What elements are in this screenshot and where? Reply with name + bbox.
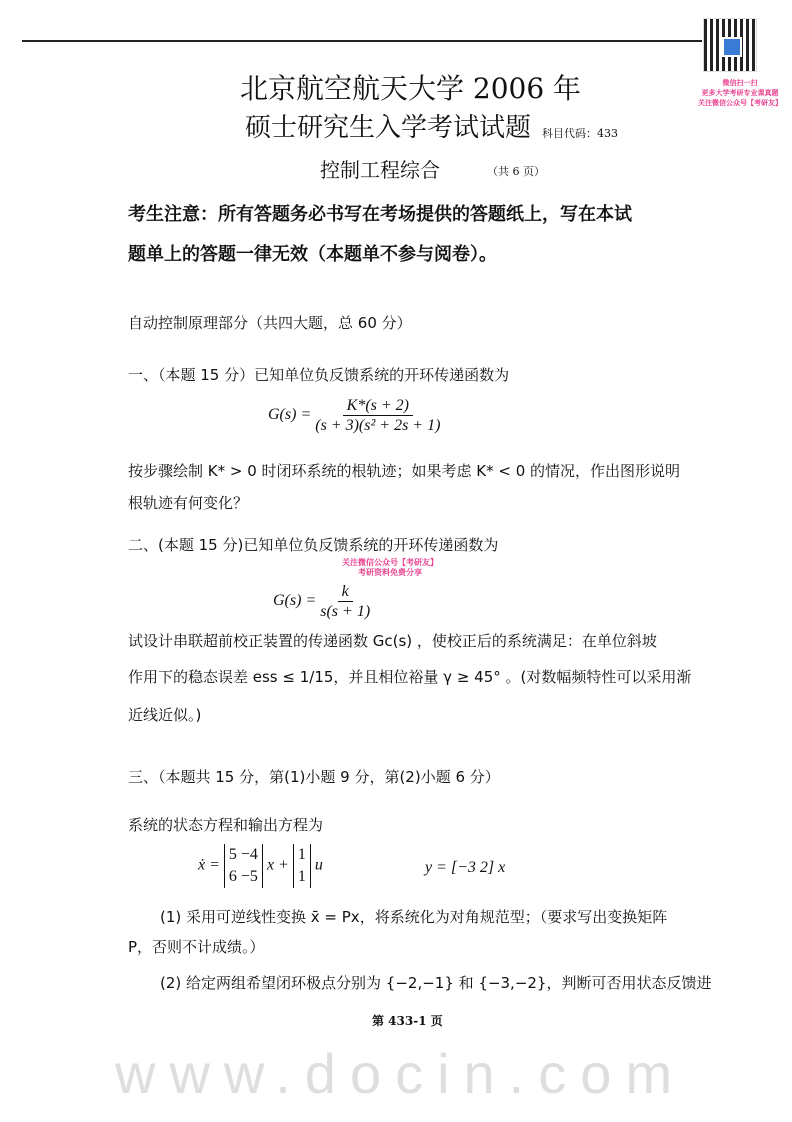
matrix-row: 5 −4 (228, 846, 258, 863)
q2-text1: 试设计串联超前校正装置的传递函数 Gc(s) ，使校正后的系统满足：在单位斜坡 (128, 632, 657, 650)
title-line2: 硕士研究生入学考试试题 (245, 113, 532, 143)
matrix-a (224, 844, 263, 888)
top-rule (22, 40, 702, 42)
promo-line: 考研资料免费分享 (358, 568, 422, 577)
formula-lhs: G(s) = (273, 592, 317, 610)
promo-text (690, 78, 790, 108)
subject-code: 科目代码：433 (542, 127, 618, 140)
promo-line: 微信扫一扫 (722, 79, 758, 87)
fraction (315, 396, 440, 435)
notice-line2: 题单上的答题一律无效（本题单不参与阅卷）。 (128, 244, 497, 265)
subject-title: 控制工程综合 (320, 158, 440, 182)
input-u: u (314, 856, 323, 874)
xdot: ẋ = (198, 856, 220, 874)
q2-formula (273, 582, 370, 621)
promo-line: 关注微信公众号【考研友】 (342, 558, 438, 567)
section-heading: 自动控制原理部分（共四大题，总 60 分） (128, 314, 412, 332)
denominator: s(s + 1) (320, 603, 371, 620)
q1-heading: 一、（本题 15 分）已知单位负反馈系统的开环传递函数为 (128, 366, 510, 384)
fraction (320, 582, 370, 621)
page-count: （共 6 页） (487, 165, 545, 178)
x-plus: x + (266, 856, 289, 874)
matrix-row: 1 (297, 846, 306, 863)
q3-p1b: P，否则不计成绩。） (128, 938, 265, 956)
qr-code-icon (703, 18, 757, 72)
numerator: k (338, 582, 353, 602)
notice-line1: 考生注意：所有答题务必书写在考场提供的答题纸上，写在本试 (128, 204, 632, 225)
q2-text2: 作用下的稳态误差 ess ≤ 1/15，并且相位裕量 γ ≥ 45° 。(对数幅频特性可以采用渐 (128, 668, 692, 686)
watermark: www.docin.com (115, 1042, 687, 1105)
promo-line: 关注微信公众号【考研友】 (698, 99, 782, 107)
q3-output-equation: y = [−3 2] x (425, 859, 506, 876)
q2-text3: 近线近似。) (128, 706, 202, 724)
q3-p2: (2) 给定两组希望闭环极点分别为 {−2,−1} 和 {−3,−2}，判断可否用状态反馈进 (160, 974, 712, 992)
numerator: K*(s + 2) (343, 396, 413, 416)
q3-p1a: (1) 采用可逆线性变换 x̄ = Px，将系统化为对角规范型；（要求写出变换矩阵 (160, 908, 668, 926)
q3-intro: 系统的状态方程和输出方程为 (128, 816, 324, 834)
q1-text1: 按步骤绘制 K* > 0 时闭环系统的根轨迹；如果考虑 K* < 0 的情况，作出图形说明 (128, 462, 681, 480)
promo-line: 更多大学考研专业课真题 (701, 89, 779, 97)
q1-formula (268, 396, 440, 435)
page-footer: 第 433-1 页 (372, 1014, 443, 1028)
denominator: (s + 3)(s² + 2s + 1) (315, 417, 441, 434)
matrix-row: 6 −5 (228, 868, 258, 885)
formula-lhs: G(s) = (268, 406, 312, 424)
matrix-row: 1 (297, 868, 306, 885)
title-line1: 北京航空航天大学 2006 年 (240, 72, 582, 105)
matrix-b (293, 844, 311, 888)
q2-heading: 二、(本题 15 分)已知单位负反馈系统的开环传递函数为 (128, 536, 499, 554)
q1-text2: 根轨迹有何变化？ (128, 494, 249, 512)
promo-mid (320, 558, 460, 578)
q3-heading: 三、（本题共 15 分，第(1)小题 9 分，第(2)小题 6 分） (128, 768, 500, 786)
q3-state-equation (198, 844, 323, 888)
